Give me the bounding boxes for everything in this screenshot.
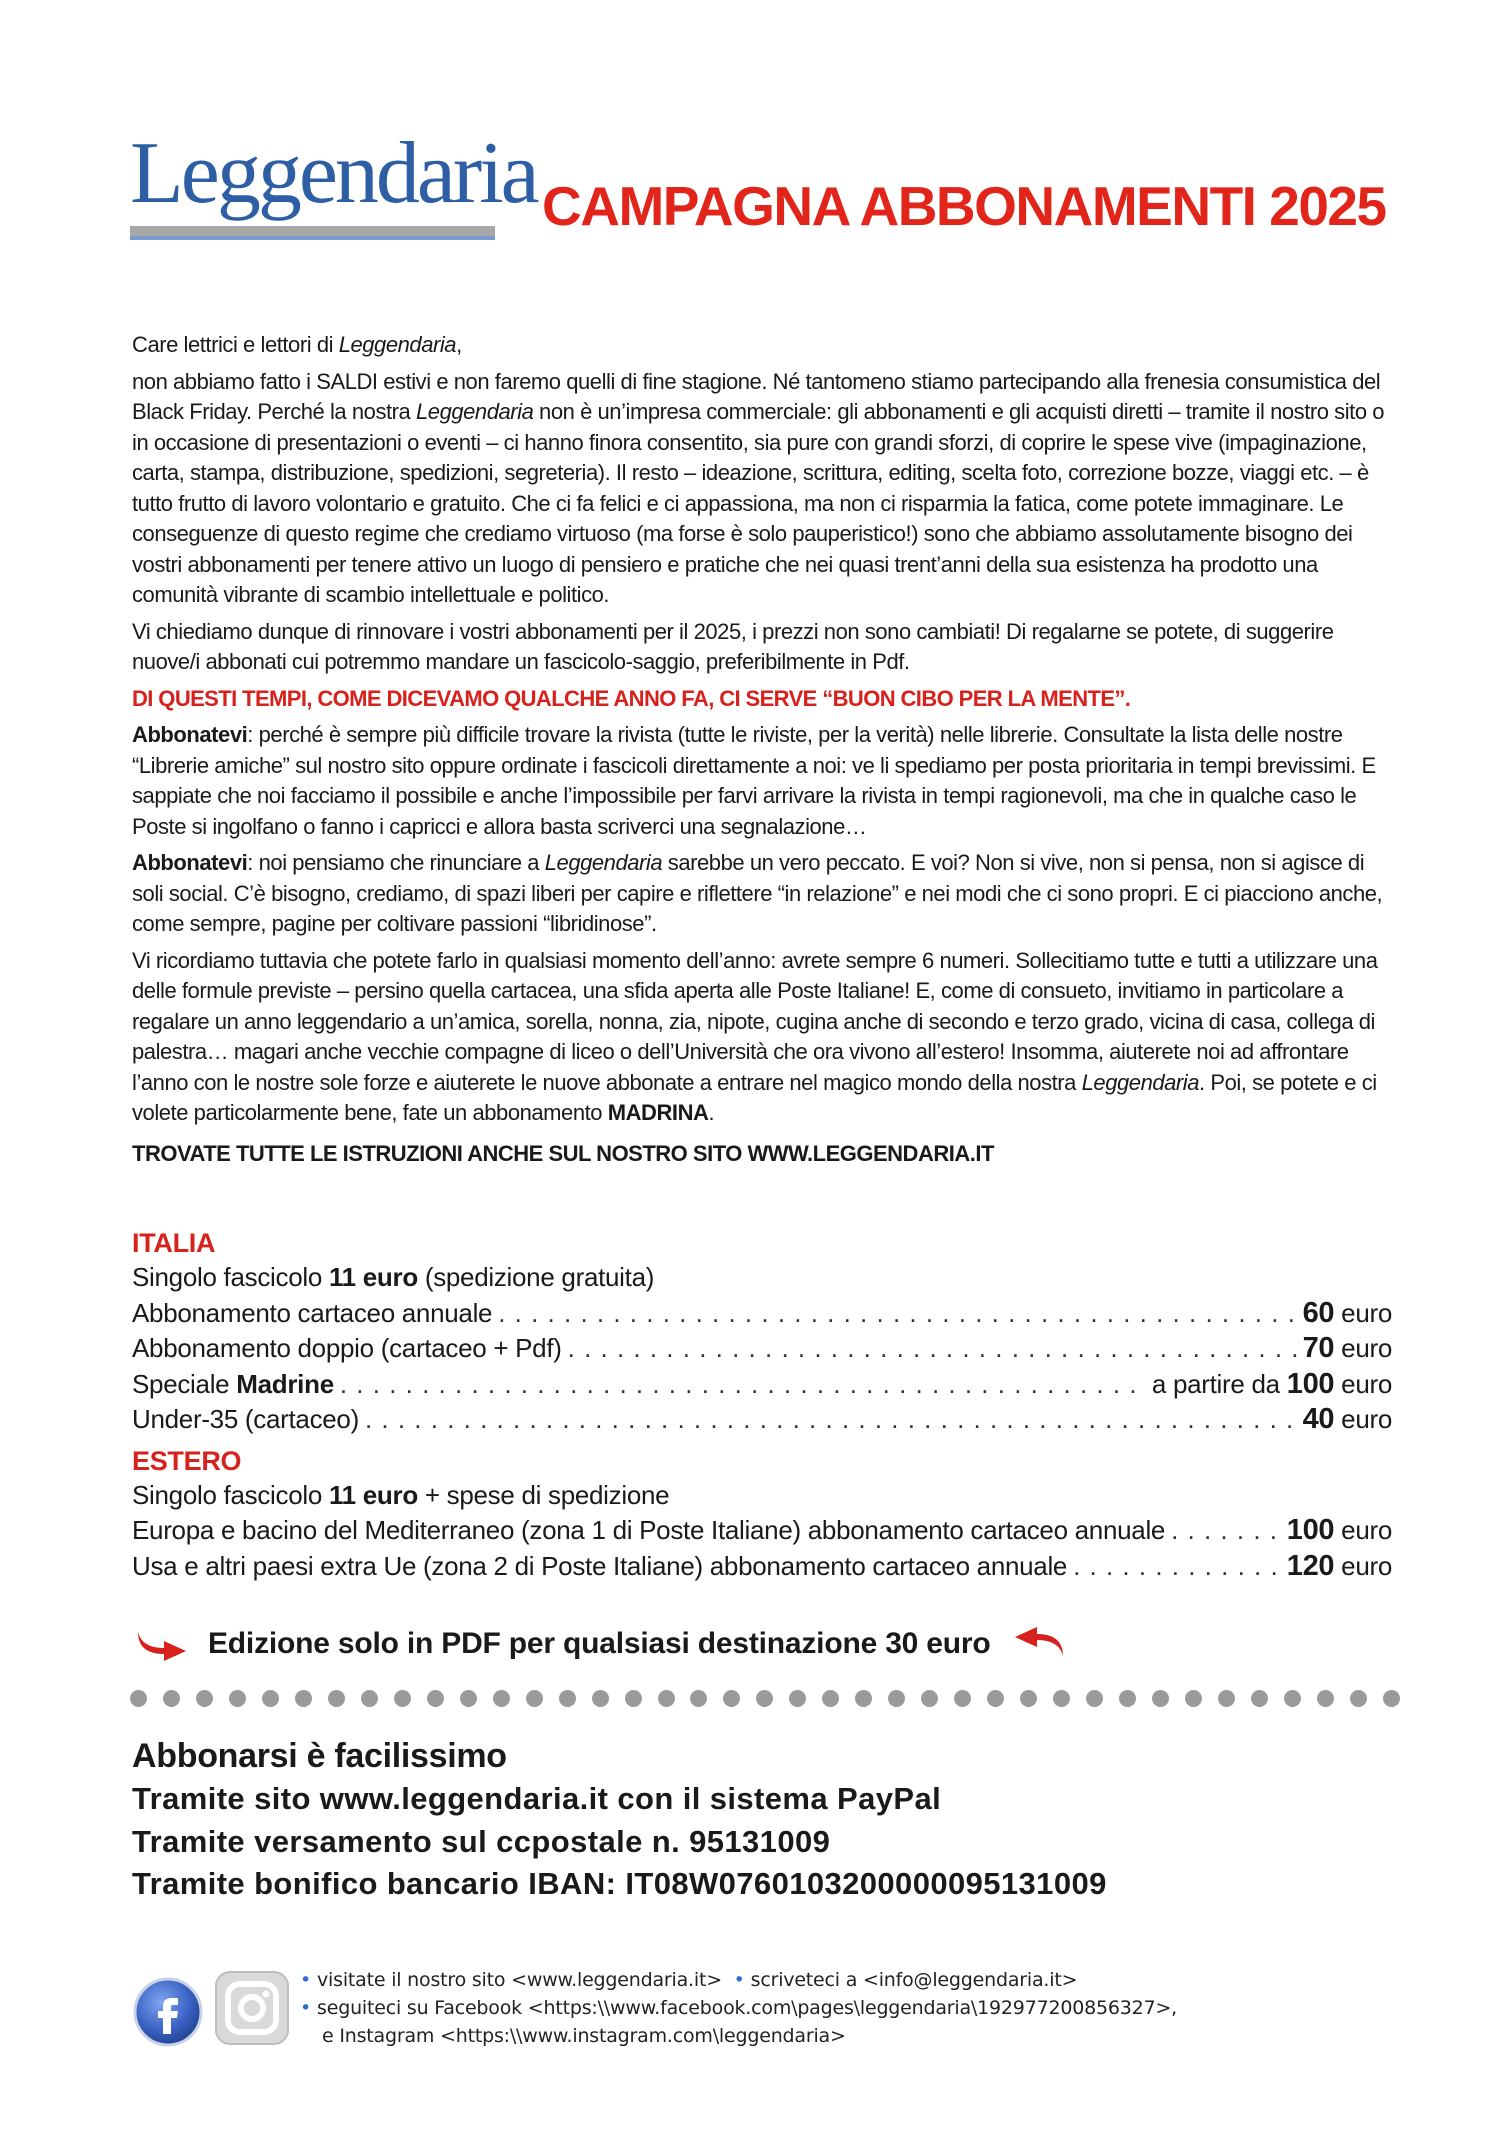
- separator-dot: [130, 1690, 147, 1707]
- separator-dot: [229, 1690, 246, 1707]
- subscribe-postal: Tramite versamento sul ccpostale n. 95131009: [132, 1823, 831, 1859]
- estero-block: [132, 1444, 1392, 1585]
- separator-dot: [1086, 1690, 1103, 1707]
- separator-dot: [526, 1690, 543, 1707]
- estero-single-label: Singolo fascicolo: [132, 1479, 329, 1510]
- footer-line-2: [300, 1994, 1400, 2022]
- separator-dot: [1053, 1690, 1070, 1707]
- p1-text-b: non è un’impresa commerciale: gli abbonamenti e gli acquisti diretti – tramite il nostro sito o in occasione di presentazioni o eventi – ci hanno finora consentito, sia pure con grandi sforzi, di coprire le spese vive (impaginazione, carta, stampa, distribuzione, spedizioni, segreteria). Il resto – ideazione, scrittura, editing, scelta foto, correzione bozze, viaggi etc. – è tutto frutto di lavoro volontario e gratuito. Che ci fa felici e ci appassiona, ma non ci risparmia la fatica, come potete immaginare. Le conseguenze di questo regime che crediamo virtuoso (ma forse è solo pauperistico!) sono che abbiamo assolutamente bisogno dei vostri abbonamenti per tenere attivo un luogo di pensiero e pratiche che nei quasi trent’anni della sua esistenza ha prodotto una comunità vibrante di scambio intellettuale e politico.: [132, 399, 1385, 607]
- price-row: [132, 1296, 1392, 1332]
- separator-dot: [1284, 1690, 1301, 1707]
- italia-single-label: Singolo fascicolo: [132, 1262, 329, 1292]
- p5-text-b: . Poi, se potete e ci volete particolarmente bene, fate un abbonamento: [132, 1069, 1377, 1125]
- price-amount: 120: [1286, 1549, 1335, 1582]
- greeting-magazine-name: Leggendaria: [338, 332, 457, 357]
- section-title-italia: ITALIA: [132, 1228, 216, 1258]
- separator-dot: [262, 1690, 279, 1707]
- leader-dots: [1073, 1549, 1281, 1585]
- pdf-edition-line: [134, 1622, 1184, 1666]
- header: [130, 125, 1386, 268]
- bullet: •: [300, 1997, 312, 2019]
- leader-dots: [1171, 1513, 1281, 1549]
- section-title-estero: ESTERO: [132, 1445, 242, 1476]
- leader-dots: [568, 1331, 1297, 1367]
- pdf-edition-text: Edizione solo in PDF per qualsiasi destinazione 30 euro: [208, 1627, 991, 1660]
- p4-bold: Abbonatevi: [132, 850, 248, 875]
- p4-text-b: sarebbe un vero peccato. E voi? Non si vive, non si pensa, non si agisce di soli social. C’è bisogno, crediamo, di spazi liberi per capire e riflettere “in relazione” e nei modi che ci sono propri. E ci piacciono anche, come sempre, pagine per coltivare passioni “libridinose”.: [132, 850, 1383, 936]
- price-value: [1303, 1402, 1392, 1438]
- price-value: [1287, 1549, 1392, 1585]
- separator-dot: [658, 1690, 675, 1707]
- separator-dot: [394, 1690, 411, 1707]
- footer-email-link[interactable]: scriveteci a <info@leggendaria.it>: [750, 1969, 1078, 1991]
- price-label: [132, 1296, 492, 1332]
- red-headline: DI QUESTI TEMPI, COME DICEVAMO QUALCHE ANNO FA, CI SERVE “BUON CIBO PER LA MENTE”.: [132, 685, 1131, 711]
- p4-magazine-name: Leggendaria: [544, 850, 663, 875]
- italia-single-price: 11 euro: [328, 1262, 418, 1292]
- price-unit: euro: [1334, 1368, 1392, 1399]
- price-value: [1287, 1513, 1392, 1549]
- footer-instagram-link[interactable]: e Instagram <https:\\www.instagram.com\leggendaria>: [322, 2025, 846, 2047]
- left-arrow-icon: [1005, 1624, 1067, 1664]
- subscribe-iban: Tramite bonifico bancario IBAN: IT08W0760103200000095131009: [132, 1866, 1107, 1901]
- facebook-icon[interactable]: [132, 1976, 204, 2048]
- separator-dot: [954, 1690, 971, 1707]
- p5-madrina: MADRINA: [607, 1100, 709, 1125]
- greeting-text: Care lettrici e lettori di: [132, 332, 339, 357]
- leggendaria-logo[interactable]: [130, 125, 537, 256]
- estero-single-note: + spese di spedizione: [417, 1479, 670, 1510]
- p3-text: : perché è sempre più difficile trovare la rivista (tutte le riviste, per la verità) nelle librerie. Consultate la lista delle nostre “Librerie amiche” sul nostro sito oppure ordinate i fascicoli direttamente a noi: ve li spediamo per posta prioritaria in tempi brevissimi. E sappiate che noi facciamo il possibile e anche l’impossibile per farvi arrivare la rivista in tempi ragionevoli, ma che in qualche caso le Poste si ingolfano o fanno i capricci e allora basta scriverci una segnalazione…: [132, 722, 1376, 839]
- bullet: •: [733, 1969, 745, 1991]
- price-list: [132, 1226, 1392, 1584]
- leader-dots: [365, 1402, 1297, 1438]
- instructions-line[interactable]: TROVATE TUTTE LE ISTRUZIONI ANCHE SUL NOSTRO SITO WWW.LEGGENDARIA.IT: [132, 1140, 994, 1166]
- leader-dots: [498, 1296, 1296, 1332]
- separator-dot: [987, 1690, 1004, 1707]
- separator-dot: [592, 1690, 609, 1707]
- separator-dot: [756, 1690, 773, 1707]
- subscribe-title: Abbonarsi è facilissimo: [132, 1737, 507, 1775]
- separator-dot: [1251, 1690, 1268, 1707]
- price-amount: 100: [1286, 1367, 1335, 1400]
- bullet: •: [300, 1969, 312, 1991]
- separator-dot: [690, 1690, 707, 1707]
- campaign-title: CAMPAGNA ABBONAMENTI 2025: [542, 175, 1386, 237]
- italia-single-note: (spedizione gratuita): [417, 1262, 655, 1292]
- separator-dot: [559, 1690, 576, 1707]
- separator-dot: [888, 1690, 905, 1707]
- separator-dot: [1350, 1690, 1367, 1707]
- separator-dot: [328, 1690, 345, 1707]
- price-row: [132, 1367, 1392, 1403]
- right-arrow-icon: [134, 1624, 196, 1664]
- price-value: [1303, 1296, 1392, 1332]
- price-row: [132, 1402, 1392, 1438]
- paragraph-4: [132, 848, 1392, 940]
- separator-dot: [1152, 1690, 1169, 1707]
- paragraph-2: Vi chiediamo dunque di rinnovare i vostri abbonamenti per il 2025, i prezzi non sono cambiati! Di regalarne se potete, di suggerire nuove/i abbonati cui potremmo mandare un fascicolo-saggio, preferibilmente in Pdf.: [132, 618, 1334, 674]
- price-unit: euro: [1334, 1550, 1392, 1581]
- letter-body: [132, 330, 1392, 1175]
- footer-facebook-link[interactable]: seguiteci su Facebook <https:\\www.facebook.com\pages\leggendaria\192977200856327>,: [317, 1997, 1178, 2019]
- separator-dot: [493, 1690, 510, 1707]
- price-label: [132, 1331, 562, 1367]
- price-unit: euro: [1334, 1515, 1392, 1545]
- price-label: Europa e bacino del Mediterraneo (zona 1 di Poste Italiane) abbonamento cartaceo annuale: [132, 1515, 1166, 1545]
- greeting: [132, 330, 1392, 361]
- price-amount: 100: [1286, 1514, 1335, 1546]
- separator-dot: [427, 1690, 444, 1707]
- logo-text: Leggendaria: [130, 125, 537, 222]
- footer-line-3: [300, 2022, 1400, 2050]
- separator-dot: [855, 1690, 872, 1707]
- price-unit: euro: [1334, 1297, 1392, 1328]
- price-unit: euro: [1334, 1404, 1392, 1434]
- logo-bar-accent: [130, 236, 495, 240]
- separator-dot: [1383, 1690, 1400, 1707]
- instagram-icon[interactable]: [214, 1970, 290, 2046]
- price-value: [1152, 1367, 1392, 1403]
- separator-dot: [1185, 1690, 1202, 1707]
- separator-dot: [789, 1690, 806, 1707]
- p4-text-a: : noi pensiamo che rinunciare a: [247, 850, 545, 875]
- price-label: [132, 1367, 334, 1403]
- p3-bold: Abbonatevi: [132, 722, 248, 747]
- subscribe-block: [132, 1734, 1392, 1906]
- dotted-divider: [130, 1690, 1400, 1710]
- price-label-text: Abbonamento doppio (cartaceo + Pdf): [132, 1333, 562, 1363]
- price-label-text: Abbonamento cartaceo annuale: [132, 1297, 493, 1328]
- price-value: [1303, 1331, 1392, 1367]
- separator-dot: [1119, 1690, 1136, 1707]
- leader-dots: [340, 1367, 1146, 1403]
- price-prefix: a partire da: [1151, 1368, 1287, 1399]
- subscribe-paypal[interactable]: Tramite sito www.leggendaria.it con il sistema PayPal: [132, 1781, 942, 1816]
- price-row: [132, 1513, 1392, 1549]
- price-amount: 40: [1302, 1403, 1335, 1435]
- p5-magazine-name: Leggendaria: [1081, 1069, 1200, 1095]
- p1-text-a: non abbiamo fatto i SALDI estivi e non faremo quelli di fine stagione. Né tantomeno stiamo partecipando alla frenesia consumistica del Black Friday. Perché la nostra: [132, 368, 1381, 424]
- separator-dot: [196, 1690, 213, 1707]
- italia-single-issue: [132, 1260, 1392, 1296]
- price-row: [132, 1549, 1392, 1585]
- price-label: Usa e altri paesi extra Ue (zona 2 di Poste Italiane) abbonamento cartaceo annuale: [132, 1550, 1068, 1581]
- paragraph-1: [132, 367, 1392, 611]
- separator-dot: [921, 1690, 938, 1707]
- greeting-punct: ,: [456, 332, 462, 357]
- footer: [132, 1966, 1392, 2056]
- footer-contacts: [300, 1966, 1400, 2050]
- price-unit: euro: [1334, 1333, 1392, 1363]
- separator-dot: [625, 1690, 642, 1707]
- separator-dot: [295, 1690, 312, 1707]
- p5-punct: .: [708, 1100, 715, 1125]
- paragraph-3: [132, 720, 1392, 842]
- separator-dot: [822, 1690, 839, 1707]
- logo-bar: [130, 226, 495, 236]
- paragraph-5: [132, 946, 1392, 1129]
- footer-site-link[interactable]: visitate il nostro sito <www.leggendaria.it>: [317, 1969, 722, 1991]
- separator-dot: [1317, 1690, 1334, 1707]
- separator-dot: [361, 1690, 378, 1707]
- price-label-bold: Madrine: [236, 1368, 334, 1399]
- separator-dot: [460, 1690, 477, 1707]
- price-row: [132, 1331, 1392, 1367]
- price-label-text: Speciale: [132, 1368, 237, 1399]
- estero-single-issue: [132, 1478, 1392, 1514]
- price-label-text: Under-35 (cartaceo): [132, 1404, 359, 1434]
- p5-text-a: Vi ricordiamo tuttavia che potete farlo in qualsiasi momento dell’anno: avrete sempre 6 numeri. Sollecitiamo tutte e tutti a utilizzare una delle formule previste – persino quella cartacea, una sfida aperta alle Poste Italiane! E, come di consueto, invitiamo in particolare a regalare un anno leggendario a un’amica, sorella, nonna, zia, nipote, cugina anche di secondo e terzo grado, vicina di casa, collega di palestra… magari anche vecchie compagne di liceo o dell’Università che ora vivono all’estero! Insomma, aiuterete noi ad affrontare l’anno con le nostre sole forze e aiuterete le nuove abbonate a entrare nel magico mondo della nostra: [132, 947, 1378, 1095]
- separator-dot: [163, 1690, 180, 1707]
- price-label: [132, 1402, 359, 1438]
- separator-dot: [1218, 1690, 1235, 1707]
- p1-magazine-name: Leggendaria: [416, 399, 534, 424]
- price-amount: 60: [1302, 1296, 1335, 1329]
- estero-single-price: 11 euro: [328, 1479, 418, 1510]
- price-amount: 70: [1302, 1332, 1335, 1364]
- separator-dot: [1020, 1690, 1037, 1707]
- footer-line-1: [300, 1966, 1400, 1994]
- separator-dot: [723, 1690, 740, 1707]
